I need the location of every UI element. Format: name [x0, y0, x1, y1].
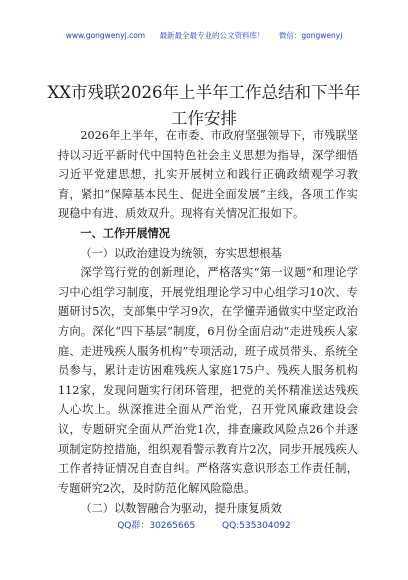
site-slogan: 最新最全最专业的公文资料库！	[159, 31, 265, 40]
wechat-id: 微信：gongwenyj	[278, 31, 343, 40]
subsection-heading: （二）以数智融合为驱动，提升康复质效	[80, 502, 282, 516]
intro-paragraph: 2026年上半年，在市委、市政府坚强领导下，市残联坚持以习近平新时代中国特色社会主义思想为指导，深学细悟习近平党建思想，扎实开展树立和践行正确政绩观学习教育，紧扣“保障基本民生、促进全面发展”主线，各项工作实现稳中有进、质效双升。现将有关情况汇报如下。	[58, 129, 358, 221]
body-paragraph: 深学笃行党的创新理论，严格落实“第一议题”和理论学习中心组学习制度，开展党组理论学习中心组学习10次、专题研讨5次，支部集中学习9次，在学懂弄通做实中坚定政治方向。深化“四下基层”制度，6月份全面启动“走进残疾人家庭、走进残疾人服务机构”专项活动，班子成员带头、系统全员参与，累计走访困难残疾人家庭175户、残疾人服务机构112家，发现问题实行闭环管理，把党的关怀精准送达残疾人心坎上。纵深推进全面从严治党，召开党风廉政建设会议，专题研究全面从严治党1次，排查廉政风险点26个并逐项制定防控措施，组织观看警示教育片2次，同步开展残疾人工作者持证情况自查自纠。严格落实意识形态工作责任制，专题研究2次，及时防范化解风险隐患。	[58, 266, 358, 495]
qq-number: QQ:535304092	[222, 521, 291, 531]
site-header	[0, 30, 408, 41]
section-heading: 一、工作开展情况	[80, 226, 170, 240]
site-url[interactable]: www.gongwenyj.com	[65, 31, 146, 40]
document-title: XX市残联2026年上半年工作总结和下半年工作安排	[47, 83, 361, 128]
document-body	[58, 126, 358, 519]
subsection-heading: （一）以政治建设为统领，夯实思想根基	[80, 246, 282, 260]
page-footer	[0, 518, 408, 531]
qq-group: QQ群：30265665	[117, 521, 196, 531]
